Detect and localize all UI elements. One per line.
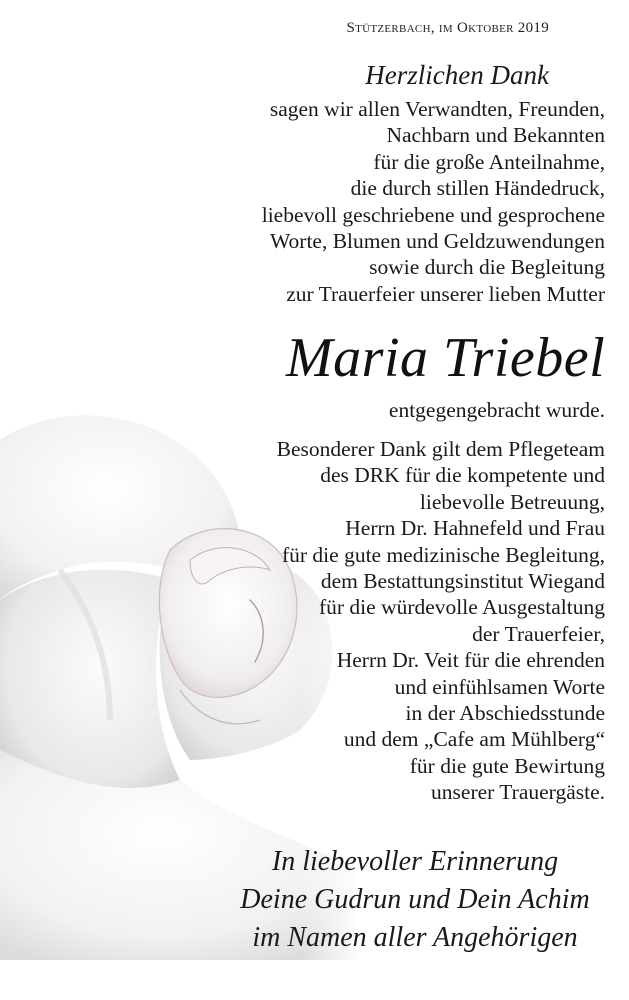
text-line: für die gute medizinische Begleitung,: [281, 542, 605, 567]
intro-text: [262, 96, 605, 307]
text-line: Besonderer Dank gilt dem Pflegeteam: [276, 437, 605, 461]
text-line: die durch stillen Händedruck,: [350, 176, 605, 201]
text-line: Nachbarn und Bekannten: [386, 123, 605, 148]
text-line: in der Abschiedsstunde: [405, 701, 605, 726]
closing-line: im Namen aller Angehörigen: [252, 922, 578, 953]
text-line: für die würdevolle Ausgestaltung: [318, 595, 605, 620]
text-line: Herrn Dr. Veit für die ehrenden: [336, 648, 605, 673]
thanks-text: [277, 436, 605, 806]
text-line: entgegengebracht wurde.: [388, 398, 605, 422]
text-line: dem Bestattungsinstitut Wiegand: [320, 569, 605, 594]
deceased-name: Maria Triebel: [286, 327, 606, 389]
after-name-text: [389, 397, 605, 423]
text-line: und einfühlsamen Worte: [394, 674, 605, 699]
closing-signature: [215, 843, 615, 957]
text-line: der Trauerfeier,: [472, 621, 605, 646]
text-line: unserer Trauergäste.: [431, 780, 605, 805]
text-line: liebevolle Betreuung,: [419, 489, 605, 514]
heading-herzlichen-dank: Herzlichen Dank: [365, 60, 549, 90]
text-line: für die große Anteilnahme,: [373, 149, 605, 174]
text-line: Worte, Blumen und Geldzuwendungen: [269, 229, 605, 254]
closing-line: In liebevoller Erinnerung: [271, 846, 559, 877]
dateline: Stützerbach, im Oktober 2019: [346, 20, 549, 36]
text-line: und dem „Cafe am Mühlberg“: [343, 727, 605, 752]
closing-line: Deine Gudrun und Dein Achim: [240, 884, 590, 915]
rose-petal: [0, 570, 180, 788]
text-line: sagen wir allen Verwandten, Freunden,: [269, 97, 605, 121]
text-line: des DRK für die kompetente und: [320, 463, 605, 488]
text-line: zur Trauerfeier unserer lieben Mutter: [286, 281, 605, 306]
text-line: Herrn Dr. Hahnefeld und Frau: [345, 516, 605, 541]
text-line: für die gute Bewirtung: [409, 753, 605, 778]
text-line: sowie durch die Begleitung: [369, 255, 605, 280]
text-line: liebevoll geschriebene und gesprochene: [261, 202, 605, 227]
